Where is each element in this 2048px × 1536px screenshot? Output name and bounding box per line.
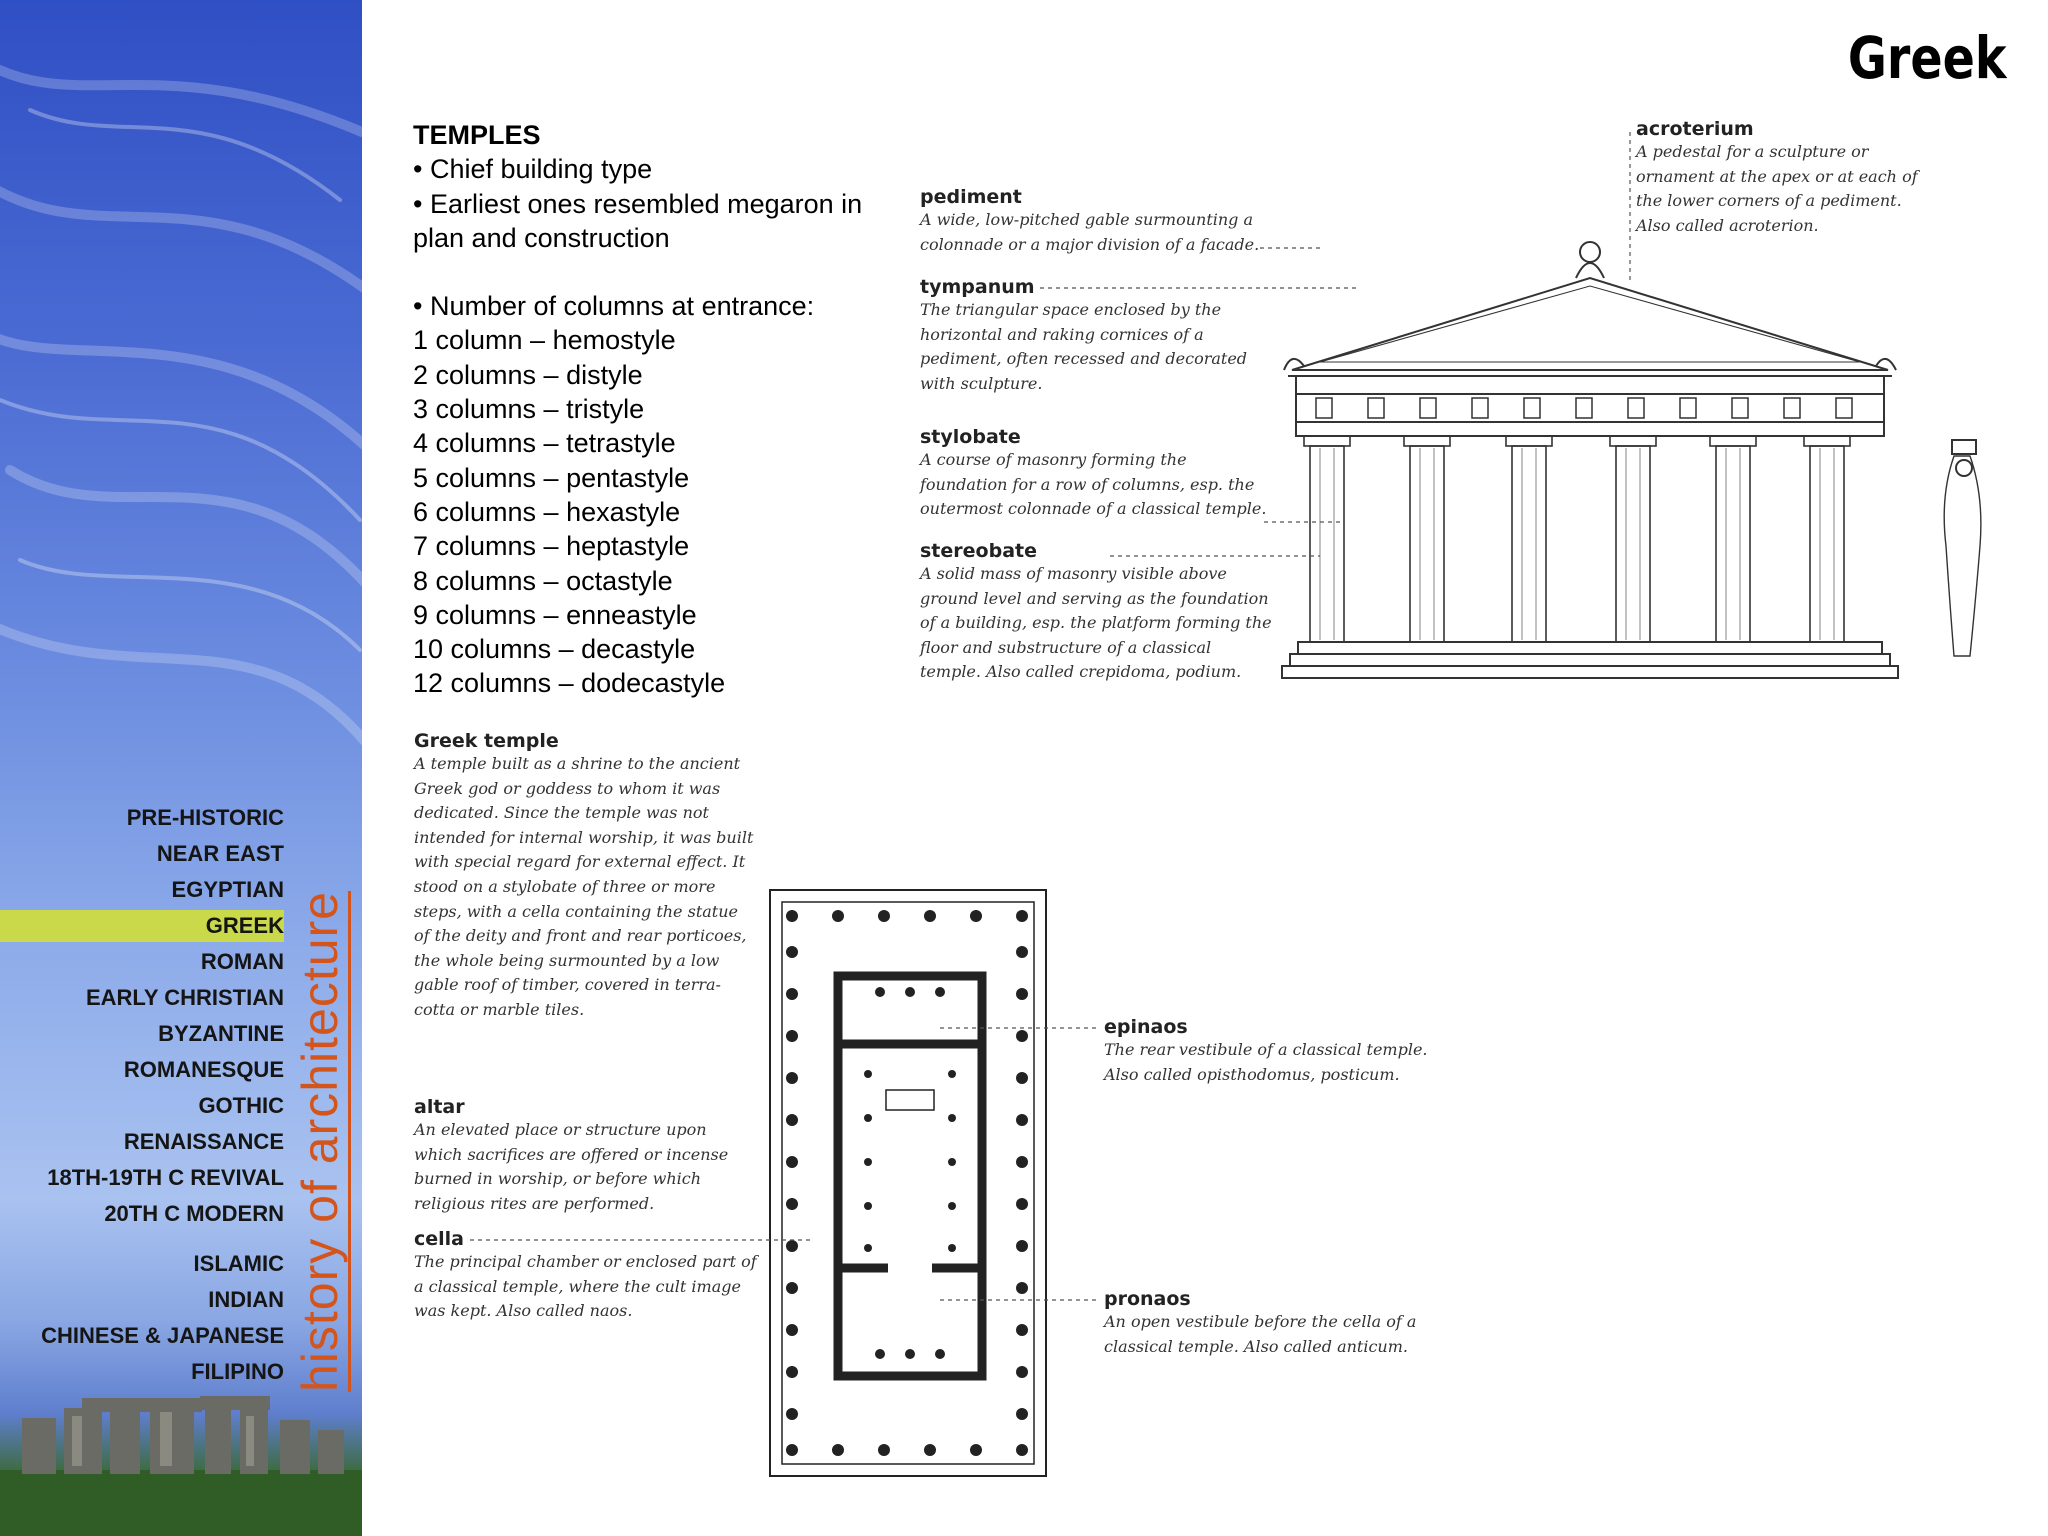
page-title: Greek: [1847, 24, 2006, 92]
nav-item-egyptian[interactable]: EGYPTIAN: [171, 877, 284, 902]
def-line: the lower corners of a pediment.: [1636, 191, 1902, 211]
def-line: intended for internal worship, it was built: [414, 827, 754, 847]
def-line: religious rites are performed.: [414, 1193, 655, 1213]
column-term: 1 column – hemostyle: [413, 325, 676, 356]
def-line: The principal chamber or enclosed part of: [414, 1252, 757, 1271]
nav-item-chinese-japanese[interactable]: CHINESE & JAPANESE: [41, 1323, 284, 1348]
nav-item-renaissance[interactable]: RENAISSANCE: [123, 1129, 284, 1154]
nav-item-indian[interactable]: INDIAN: [208, 1287, 284, 1312]
def-line: steps, with a cella containing the statue: [414, 901, 738, 921]
nav-item-gothic[interactable]: GOTHIC: [198, 1093, 284, 1118]
def-line: was kept. Also called naos.: [414, 1301, 633, 1321]
nav-item-filipino[interactable]: FILIPINO: [191, 1359, 284, 1384]
def-line: temple. Also called crepidoma, podium.: [920, 662, 1242, 682]
def-line: An open vestibule before the cella of a: [1104, 1312, 1417, 1331]
def-line: horizontal and raking cornices of a: [920, 324, 1204, 344]
bullet-columns: • Number of columns at entrance:: [413, 291, 815, 322]
note-epinaos: [1104, 1016, 1428, 1087]
column-term: 6 columns – hexastyle: [413, 496, 681, 527]
def-line: pediment, often recessed and decorated: [920, 349, 1248, 369]
bullet-chief-type: • Chief building type: [413, 154, 653, 185]
def-line: with sculpture.: [920, 373, 1043, 393]
def-line: Greek god or goddess to whom it was: [414, 778, 721, 798]
def-line: Also called acroterion.: [1636, 215, 1819, 235]
def-line: which sacrifices are offered or incense: [414, 1144, 729, 1164]
column-term: 8 columns – octastyle: [413, 565, 673, 596]
def-line: cotta or marble tiles.: [414, 999, 585, 1019]
def-line: The rear vestibule of a classical temple.: [1104, 1040, 1428, 1059]
def-line: gable roof of timber, covered in terra-: [414, 975, 721, 995]
def-line: of the deity and front and rear porticoes,: [414, 926, 747, 946]
brand-vertical-title: history of architecture: [292, 891, 351, 1392]
def-line: ornament at the apex or at each of: [1636, 166, 1918, 186]
def-line: the whole being surmounted by a low: [414, 950, 720, 970]
def-line: A pedestal for a sculpture or: [1636, 142, 1869, 161]
elevation-leader-lines: [900, 120, 2048, 700]
def-line: a classical temple, where the cult image: [414, 1276, 741, 1296]
def-line: foundation for a row of columns, esp. the: [920, 474, 1255, 494]
def-line: The triangular space enclosed by the: [920, 300, 1222, 319]
temples-heading: TEMPLES: [413, 120, 541, 150]
term-acroterium: acroterium: [1636, 118, 1754, 140]
def-line: stood on a stylobate of three or more: [414, 876, 716, 896]
nav-item-greek[interactable]: GREEK: [205, 913, 284, 938]
term-greek-temple: Greek temple: [414, 730, 559, 752]
nav-item-islamic[interactable]: ISLAMIC: [193, 1251, 284, 1276]
nav-item-early-christian[interactable]: EARLY CHRISTIAN: [85, 985, 284, 1010]
term-cella: cella: [414, 1228, 464, 1250]
nav-item-revival[interactable]: 18TH-19TH C REVIVAL: [47, 1165, 284, 1190]
def-line: with special regard for external effect. It: [414, 852, 746, 872]
nav-item-modern[interactable]: 20TH C MODERN: [104, 1201, 284, 1226]
def-line: classical temple. Also called anticum.: [1104, 1336, 1408, 1356]
term-stereobate: stereobate: [920, 540, 1037, 562]
def-line: A wide, low-pitched gable surmounting a: [920, 210, 1254, 229]
term-pediment: pediment: [920, 186, 1022, 208]
column-term: 10 columns – decastyle: [413, 634, 696, 665]
def-line: A course of masonry forming the: [920, 450, 1187, 469]
column-term: 5 columns – pentastyle: [413, 462, 690, 493]
nav-item-byzantine[interactable]: BYZANTINE: [158, 1021, 284, 1046]
column-term: 4 columns – tetrastyle: [413, 428, 676, 459]
note-pronaos: [1104, 1288, 1416, 1359]
column-term: 2 columns – distyle: [413, 359, 643, 390]
def-line: A solid mass of masonry visible above: [920, 564, 1227, 583]
def-line: ground level and serving as the foundation: [920, 588, 1269, 608]
column-term: 12 columns – dodecastyle: [413, 668, 726, 699]
nav-item-romanesque[interactable]: ROMANESQUE: [123, 1057, 284, 1082]
nav-item-pre-historic[interactable]: PRE-HISTORIC: [126, 805, 284, 830]
def-line: Also called opisthodomus, posticum.: [1104, 1064, 1400, 1084]
column-term: 7 columns – heptastyle: [413, 531, 690, 562]
term-epinaos: epinaos: [1104, 1016, 1188, 1038]
def-line: A temple built as a shrine to the ancient: [414, 754, 741, 773]
term-stylobate: stylobate: [920, 426, 1021, 448]
nav-item-near-east[interactable]: NEAR EAST: [156, 841, 284, 866]
column-term: 9 columns – enneastyle: [413, 599, 697, 630]
term-altar: altar: [414, 1096, 465, 1118]
def-line: dedicated. Since the temple was not: [414, 803, 709, 823]
note-greek-temple: [414, 730, 753, 1023]
def-line: of a building, esp. the platform forming the: [920, 613, 1272, 633]
def-line: An elevated place or structure upon: [414, 1120, 707, 1139]
temples-text: [413, 118, 913, 701]
column-term: 3 columns – tristyle: [413, 394, 645, 425]
sidebar: [0, 0, 362, 1536]
plan-leader-lines: [470, 1000, 1110, 1340]
bullet-megaron: • Earliest ones resembled megaron in plan and construction: [413, 188, 863, 253]
def-line: outermost colonnade of a classical temple.: [920, 499, 1267, 519]
term-tympanum: tympanum: [920, 276, 1035, 298]
def-line: burned in worship, or before which: [414, 1169, 702, 1189]
def-line: floor and substructure of a classical: [920, 637, 1212, 657]
def-line: colonnade or a major division of a facade.: [920, 234, 1260, 254]
term-pronaos: pronaos: [1104, 1288, 1191, 1310]
nav-item-roman[interactable]: ROMAN: [200, 949, 284, 974]
